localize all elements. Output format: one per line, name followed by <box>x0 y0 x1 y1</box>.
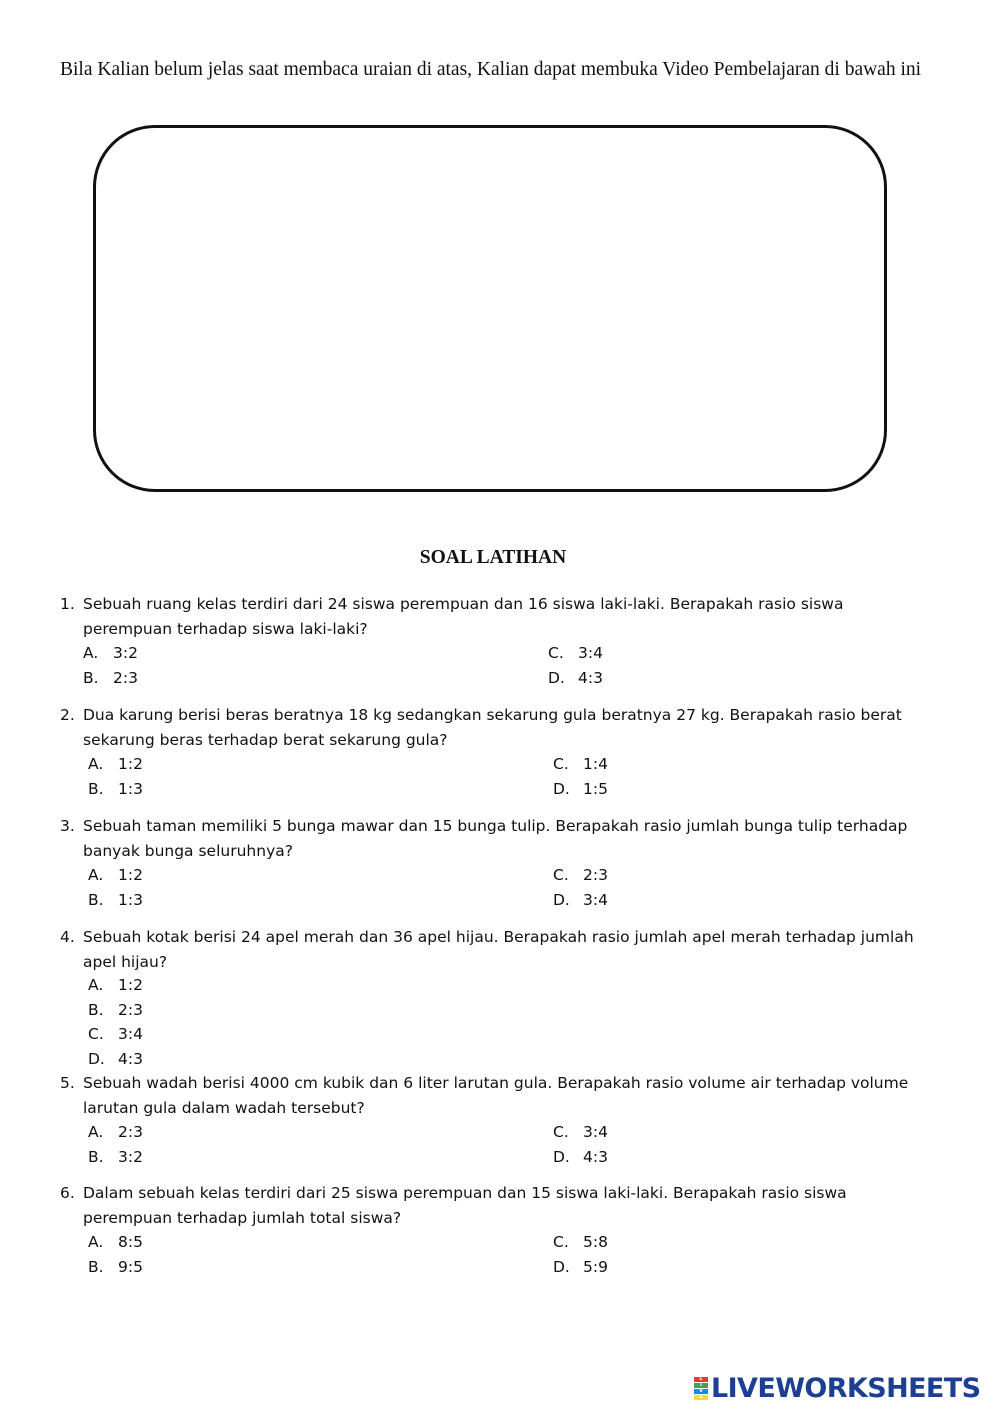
option-value: 2:3 <box>113 668 138 687</box>
option-b[interactable] <box>88 888 143 913</box>
option-value: 3:4 <box>118 1025 143 1043</box>
logo-block-l: L <box>694 1377 708 1382</box>
question-text: Sebuah wadah berisi 4000 cm kubik dan 6 liter larutan gula. Berapakah rasio volume air terhadap volume larutan gula dalam wadah tersebut? <box>83 1074 909 1117</box>
question-number: 6. <box>60 1184 75 1202</box>
option-b[interactable] <box>88 777 143 802</box>
logo-block-i: I <box>694 1383 708 1388</box>
option-letter: A. <box>88 976 104 994</box>
option-value: 2:3 <box>118 1000 143 1019</box>
option-d[interactable] <box>553 1255 608 1280</box>
option-a[interactable] <box>88 1230 143 1255</box>
option-c[interactable] <box>553 1230 608 1255</box>
question-text: Dua karung berisi beras beratnya 18 kg sedangkan sekarung gula beratnya 27 kg. Berapakah rasio berat sekarung beras terhadap berat sekarung gula? <box>83 706 902 749</box>
live-blocks-icon <box>694 1377 708 1401</box>
option-value: 1:4 <box>583 755 608 773</box>
question-number: 4. <box>60 928 75 946</box>
option-letter: B. <box>88 1000 104 1019</box>
option-value: 3:4 <box>578 644 603 662</box>
option-letter: C. <box>88 1025 104 1043</box>
question-text: Sebuah kotak berisi 24 apel merah dan 36 apel hijau. Berapakah rasio jumlah apel merah terhadap jumlah apel hijau? <box>83 928 914 971</box>
option-letter: D. <box>553 1147 570 1166</box>
option-letter: D. <box>553 779 570 798</box>
option-value: 8:5 <box>118 1233 143 1251</box>
question-6 <box>60 1181 930 1277</box>
question-number: 2. <box>60 706 75 724</box>
option-a[interactable] <box>88 752 143 777</box>
option-value: 5:8 <box>583 1233 608 1251</box>
option-letter: A. <box>88 1233 104 1251</box>
option-value: 5:9 <box>583 1257 608 1276</box>
option-value: 4:3 <box>118 1049 143 1068</box>
question-1 <box>60 592 930 688</box>
option-value: 1:3 <box>118 890 143 909</box>
option-c[interactable] <box>553 1120 608 1145</box>
option-letter: D. <box>88 1049 105 1068</box>
option-b[interactable] <box>88 1145 143 1170</box>
option-a[interactable] <box>88 973 143 998</box>
option-letter: B. <box>88 1147 104 1166</box>
option-letter: A. <box>83 644 99 662</box>
question-5 <box>60 1071 930 1167</box>
question-number: 3. <box>60 817 75 835</box>
option-letter: D. <box>553 890 570 909</box>
option-value: 3:4 <box>583 1123 608 1141</box>
option-d[interactable] <box>553 777 608 802</box>
option-d[interactable] <box>88 1047 143 1072</box>
option-c[interactable] <box>553 863 608 888</box>
option-letter: B. <box>88 779 104 798</box>
brand-name: LIVEWORKSHEETS <box>711 1373 981 1404</box>
option-b[interactable] <box>83 666 138 691</box>
question-text: Sebuah ruang kelas terdiri dari 24 siswa perempuan dan 16 siswa laki-laki. Berapakah rasio siswa perempuan terhadap siswa laki-laki? <box>83 595 844 638</box>
question-3 <box>60 814 930 910</box>
option-value: 1:2 <box>118 866 143 884</box>
option-letter: C. <box>553 866 569 884</box>
liveworksheets-logo <box>694 1374 980 1404</box>
option-value: 3:2 <box>118 1147 143 1166</box>
option-letter: D. <box>553 1257 570 1276</box>
option-letter: B. <box>88 890 104 909</box>
option-a[interactable] <box>88 863 143 888</box>
option-value: 1:2 <box>118 976 143 994</box>
option-letter: C. <box>553 755 569 773</box>
option-letter: D. <box>548 668 565 687</box>
option-letter: B. <box>88 1257 104 1276</box>
logo-block-e: E <box>694 1395 708 1400</box>
option-value: 2:3 <box>118 1123 143 1141</box>
option-d[interactable] <box>553 1145 608 1170</box>
option-d[interactable] <box>553 888 608 913</box>
video-placeholder-box[interactable] <box>93 125 887 492</box>
option-value: 3:2 <box>113 644 138 662</box>
logo-block-v: V <box>694 1389 708 1394</box>
option-value: 3:4 <box>583 890 608 909</box>
option-letter: A. <box>88 1123 104 1141</box>
option-c[interactable] <box>553 752 608 777</box>
option-letter: B. <box>83 668 99 687</box>
option-value: 1:5 <box>583 779 608 798</box>
option-letter: C. <box>548 644 564 662</box>
intro-text: Bila Kalian belum jelas saat membaca uraian di atas, Kalian dapat membuka Video Pembelajaran di bawah ini <box>60 59 922 80</box>
option-c[interactable] <box>548 641 603 666</box>
option-c[interactable] <box>88 1022 143 1047</box>
option-a[interactable] <box>88 1120 143 1145</box>
option-letter: C. <box>553 1233 569 1251</box>
option-value: 4:3 <box>578 668 603 687</box>
option-value: 4:3 <box>583 1147 608 1166</box>
option-b[interactable] <box>88 998 143 1023</box>
question-number: 5. <box>60 1074 75 1092</box>
option-d[interactable] <box>548 666 603 691</box>
question-text: Dalam sebuah kelas terdiri dari 25 siswa perempuan dan 15 siswa laki-laki. Berapakah rasio siswa perempuan terhadap jumlah total siswa? <box>83 1184 847 1227</box>
option-value: 2:3 <box>583 866 608 884</box>
option-value: 1:2 <box>118 755 143 773</box>
section-title: SOAL LATIHAN <box>419 547 567 568</box>
option-a[interactable] <box>83 641 138 666</box>
option-letter: C. <box>553 1123 569 1141</box>
option-value: 1:3 <box>118 779 143 798</box>
option-letter: A. <box>88 755 104 773</box>
question-number: 1. <box>60 595 75 613</box>
question-2 <box>60 703 930 799</box>
question-4 <box>60 925 930 1071</box>
option-b[interactable] <box>88 1255 143 1280</box>
question-text: Sebuah taman memiliki 5 bunga mawar dan 15 bunga tulip. Berapakah rasio jumlah bunga tulip terhadap banyak bunga seluruhnya? <box>83 817 908 860</box>
option-value: 9:5 <box>118 1257 143 1276</box>
option-letter: A. <box>88 866 104 884</box>
